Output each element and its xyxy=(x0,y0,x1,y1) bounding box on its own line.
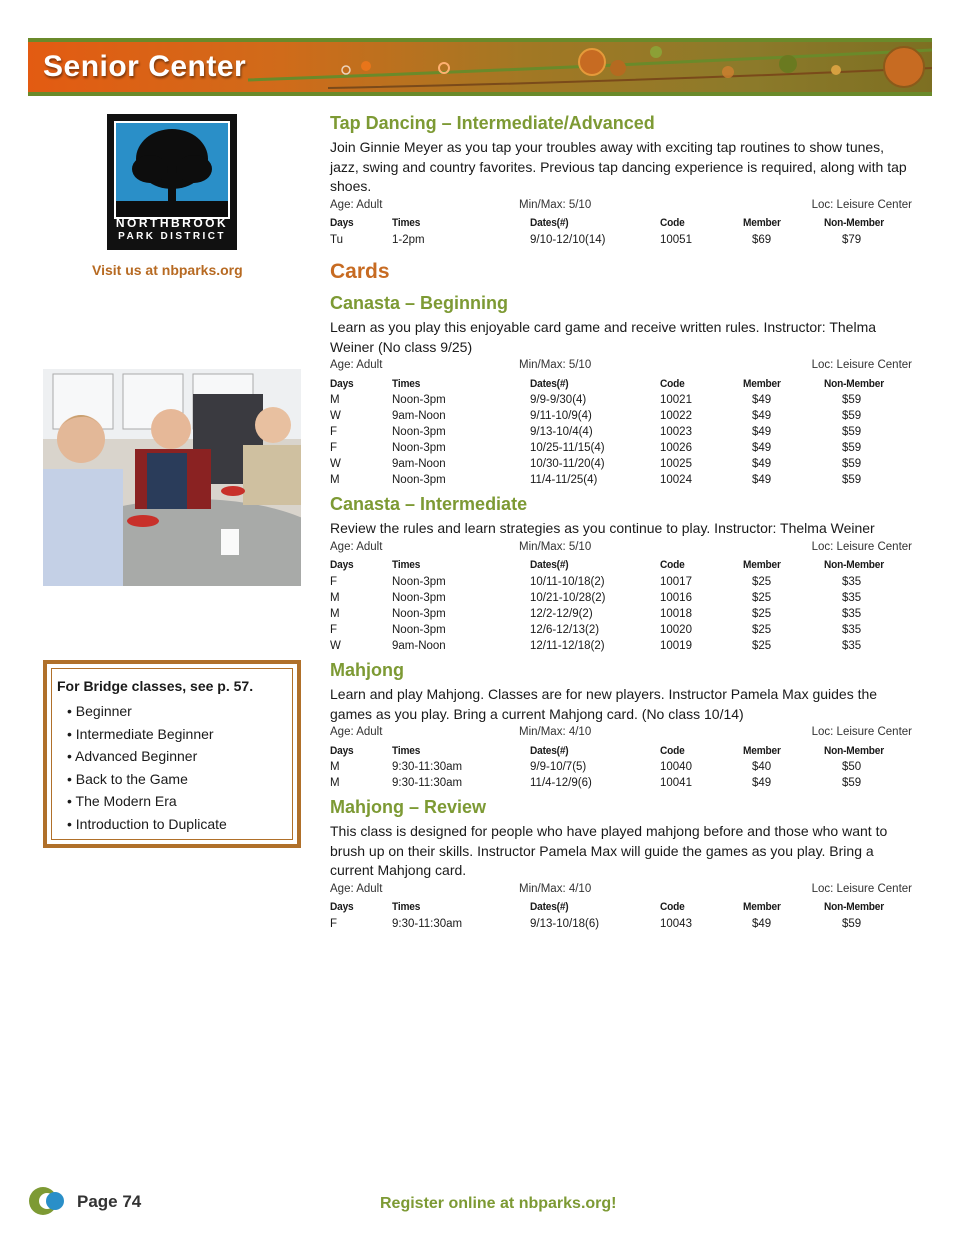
schedule-table xyxy=(330,375,914,488)
age-label: Age: Adult xyxy=(330,882,383,895)
column-header-nonmember: Non-Member xyxy=(824,744,885,757)
column-header-member: Member xyxy=(743,217,781,229)
table-row xyxy=(330,590,914,606)
column-header-code: Code xyxy=(660,559,685,571)
table-cell: M xyxy=(330,591,340,604)
table-cell: 9am-Noon xyxy=(392,639,446,652)
location-label: Loc: Leisure Center xyxy=(811,882,912,895)
column-header-code: Code xyxy=(660,901,685,913)
course-canasta-intermediate xyxy=(330,493,914,654)
column-header-dates: Dates(#) xyxy=(530,377,569,390)
table-row xyxy=(330,638,914,654)
table-cell: F xyxy=(330,442,338,454)
table-cell: $59 xyxy=(842,394,862,406)
table-cell: 10019 xyxy=(660,639,692,652)
course-tap-dancing xyxy=(330,112,914,248)
section-title-cards: Cards xyxy=(330,260,390,283)
table-cell: 10051 xyxy=(660,233,692,246)
table-cell: 9am-Noon xyxy=(392,458,446,470)
table-cell: Noon-3pm xyxy=(392,474,446,486)
column-header-days: Days xyxy=(330,377,354,390)
table-cell: 10/11-10/18(2) xyxy=(530,575,605,588)
table-row xyxy=(330,232,914,248)
table-cell: Noon-3pm xyxy=(392,394,446,406)
table-cell: $49 xyxy=(752,458,772,470)
table-cell: Tu xyxy=(330,233,343,246)
table-cell: 10043 xyxy=(660,917,692,930)
column-header-days: Days xyxy=(330,217,354,229)
course-title: Mahjong – Review xyxy=(330,797,487,817)
table-cell: 10024 xyxy=(660,474,692,486)
tree-icon xyxy=(114,121,230,219)
age-label: Age: Adult xyxy=(330,540,383,553)
table-cell: Noon-3pm xyxy=(392,623,446,636)
column-header-days: Days xyxy=(330,744,354,757)
table-row xyxy=(330,408,914,424)
table-row xyxy=(330,775,914,791)
table-row xyxy=(330,606,914,622)
minmax-label: Min/Max: 5/10 xyxy=(519,540,592,553)
list-item: • The Modern Era xyxy=(67,790,287,813)
table-cell: 9/13-10/18(6) xyxy=(530,917,600,930)
age-label: Age: Adult xyxy=(330,359,383,371)
column-header-member: Member xyxy=(743,559,781,571)
column-header-times: Times xyxy=(392,901,421,913)
table-cell: Noon-3pm xyxy=(392,442,446,454)
column-header-dates: Dates(#) xyxy=(530,901,569,913)
table-cell: 12/6-12/13(2) xyxy=(530,623,600,636)
course-description: Learn as you play this enjoyable card game and receive written rules. Instructor: Thelma Weiner (No class 9/25) xyxy=(330,319,877,355)
table-row xyxy=(330,622,914,638)
logo-line-1: NORTHBROOK xyxy=(115,216,229,230)
schedule-table xyxy=(330,742,914,791)
course-meta xyxy=(330,883,914,899)
course-description: Review the rules and learn strategies as you continue to play. Instructor: Thelma Weiner xyxy=(330,520,875,536)
column-header-dates: Dates(#) xyxy=(530,217,569,229)
column-header-member: Member xyxy=(743,744,781,757)
course-description: Join Ginnie Meyer as you tap your troubles away with exciting tap routines to show tunes, jazz, swing and country favorites. Previous tap dancing experience is required, along with tap shoes. xyxy=(330,139,907,194)
table-cell: Noon-3pm xyxy=(392,426,446,438)
table-cell: W xyxy=(330,639,341,652)
course-mahjong-review xyxy=(330,796,914,932)
location-label: Loc: Leisure Center xyxy=(811,540,912,553)
table-cell: M xyxy=(330,607,340,620)
table-cell: 10040 xyxy=(660,761,692,773)
column-header-times: Times xyxy=(392,559,421,571)
table-cell: 12/11-12/18(2) xyxy=(530,639,605,652)
table-cell: $49 xyxy=(752,777,772,789)
seniors-playing-cards-photo xyxy=(43,369,301,586)
course-description: Learn and play Mahjong. Classes are for new players. Instructor Pamela Max guides the games as you play. Bring a current Mahjong card. (No class 10/14) xyxy=(330,686,878,722)
course-description: This class is designed for people who have played mahjong before and those who want to brush up on their skills. Instructor Pamela Max will guide the games as you play. Bring a current Mahjong card. xyxy=(330,823,888,878)
table-cell: $25 xyxy=(752,639,772,652)
table-cell: $59 xyxy=(842,474,862,486)
course-meta xyxy=(330,541,914,557)
table-cell: 10022 xyxy=(660,410,692,422)
table-cell: M xyxy=(330,777,340,789)
age-label: Age: Adult xyxy=(330,726,383,738)
course-canasta-beginning xyxy=(330,292,914,488)
table-cell: 9am-Noon xyxy=(392,410,446,422)
northbrook-park-district-logo xyxy=(107,114,237,250)
table-row xyxy=(330,424,914,440)
table-cell: $59 xyxy=(842,442,862,454)
table-cell: W xyxy=(330,458,341,470)
table-cell: Noon-3pm xyxy=(392,607,446,620)
column-header-nonmember: Non-Member xyxy=(824,559,885,571)
table-row xyxy=(330,759,914,775)
minmax-label: Min/Max: 5/10 xyxy=(519,359,592,371)
column-header-times: Times xyxy=(392,744,421,757)
table-cell: 10023 xyxy=(660,426,692,438)
table-cell: 9/13-10/4(4) xyxy=(530,426,593,438)
table-cell: $40 xyxy=(752,761,772,773)
table-cell: 9:30-11:30am xyxy=(392,917,463,930)
course-meta xyxy=(330,359,914,375)
column-header-nonmember: Non-Member xyxy=(824,377,885,390)
table-cell: 9:30-11:30am xyxy=(392,761,463,773)
minmax-label: Min/Max: 5/10 xyxy=(519,198,592,211)
table-cell: $25 xyxy=(752,607,772,620)
minmax-label: Min/Max: 4/10 xyxy=(519,882,592,895)
table-cell: F xyxy=(330,575,338,588)
column-header-days: Days xyxy=(330,901,354,913)
table-cell: 1-2pm xyxy=(392,233,425,246)
table-cell: 9/9-9/30(4) xyxy=(530,394,587,406)
table-row xyxy=(330,574,914,590)
list-item: • Advanced Beginner xyxy=(67,745,287,768)
bridge-class-list xyxy=(57,700,287,835)
table-cell: 10026 xyxy=(660,442,692,454)
table-row xyxy=(330,472,914,488)
table-cell: 9/11-10/9(4) xyxy=(530,410,592,422)
column-header-member: Member xyxy=(743,377,781,390)
column-header-times: Times xyxy=(392,217,421,229)
schedule-table xyxy=(330,215,914,248)
table-cell: 11/4-11/25(4) xyxy=(530,474,598,486)
table-cell: 9/10-12/10(14) xyxy=(530,233,606,246)
page-title: Senior Center xyxy=(43,50,247,83)
table-cell: M xyxy=(330,394,340,406)
course-title: Tap Dancing – Intermediate/Advanced xyxy=(330,113,655,133)
column-header-code: Code xyxy=(660,377,685,390)
table-cell: F xyxy=(330,426,338,438)
column-header-nonmember: Non-Member xyxy=(824,901,885,913)
table-cell: 9:30-11:30am xyxy=(392,777,463,789)
table-cell: $35 xyxy=(842,639,862,652)
table-cell: 11/4-12/9(6) xyxy=(530,777,592,789)
header-banner xyxy=(28,38,932,96)
table-cell: $25 xyxy=(752,623,772,636)
table-cell: $59 xyxy=(842,410,862,422)
column-header-member: Member xyxy=(743,901,781,913)
table-cell: 9/9-10/7(5) xyxy=(530,761,587,773)
table-cell: $49 xyxy=(752,474,772,486)
course-meta xyxy=(330,726,914,742)
schedule-table xyxy=(330,557,914,654)
table-cell: 10/25-11/15(4) xyxy=(530,442,605,454)
table-cell: $59 xyxy=(842,458,862,470)
page-number: Page 74 xyxy=(77,1192,142,1211)
logo-line-2: PARK DISTRICT xyxy=(118,231,226,242)
table-cell: $49 xyxy=(752,410,772,422)
column-header-code: Code xyxy=(660,217,685,229)
table-cell: $59 xyxy=(842,426,862,438)
table-cell: 12/2-12/9(2) xyxy=(530,607,593,620)
column-header-nonmember: Non-Member xyxy=(824,217,885,229)
table-cell: $35 xyxy=(842,607,862,620)
course-title: Canasta – Beginning xyxy=(330,293,509,313)
visit-link[interactable]: Visit us at nbparks.org xyxy=(92,262,243,278)
column-header-dates: Dates(#) xyxy=(530,744,569,757)
minmax-label: Min/Max: 4/10 xyxy=(519,726,592,738)
table-cell: $50 xyxy=(842,761,862,773)
table-cell: 10018 xyxy=(660,607,692,620)
table-cell: F xyxy=(330,917,338,930)
park-district-c-logo-icon xyxy=(28,1186,70,1221)
table-cell: $35 xyxy=(842,623,862,636)
table-cell: $25 xyxy=(752,575,772,588)
table-cell: M xyxy=(330,761,340,773)
table-cell: $25 xyxy=(752,591,772,604)
table-row xyxy=(330,916,914,932)
table-cell: $35 xyxy=(842,591,862,604)
table-cell: $59 xyxy=(842,917,862,930)
register-online-link[interactable]: Register online at nbparks.org! xyxy=(380,1195,617,1212)
course-title: Canasta – Intermediate xyxy=(330,494,528,514)
table-cell: W xyxy=(330,410,341,422)
table-cell: 10025 xyxy=(660,458,692,470)
bridge-classes-box xyxy=(43,660,301,848)
column-header-days: Days xyxy=(330,559,354,571)
course-mahjong xyxy=(330,659,914,791)
table-cell: $35 xyxy=(842,575,862,588)
table-cell: Noon-3pm xyxy=(392,575,446,588)
table-cell: 10020 xyxy=(660,623,692,636)
course-title: Mahjong xyxy=(330,660,404,680)
course-meta xyxy=(330,199,914,215)
table-cell: $59 xyxy=(842,777,862,789)
table-cell: $49 xyxy=(752,442,772,454)
location-label: Loc: Leisure Center xyxy=(811,198,912,211)
schedule-table xyxy=(330,899,914,932)
table-cell: $79 xyxy=(842,233,862,246)
column-header-code: Code xyxy=(660,744,685,757)
table-cell: 10017 xyxy=(660,575,692,588)
table-cell: 10/30-11/20(4) xyxy=(530,458,605,470)
table-cell: $49 xyxy=(752,394,772,406)
table-cell: F xyxy=(330,623,338,636)
table-cell: 10/21-10/28(2) xyxy=(530,591,606,604)
location-label: Loc: Leisure Center xyxy=(811,359,912,371)
table-cell: 10041 xyxy=(660,777,692,789)
table-row xyxy=(330,392,914,408)
list-item: • Introduction to Duplicate xyxy=(67,813,287,836)
age-label: Age: Adult xyxy=(330,198,383,211)
table-cell: M xyxy=(330,474,340,486)
column-header-dates: Dates(#) xyxy=(530,559,569,571)
table-row xyxy=(330,456,914,472)
table-cell: $69 xyxy=(752,233,772,246)
table-cell: 10021 xyxy=(660,394,692,406)
location-label: Loc: Leisure Center xyxy=(811,726,912,738)
table-cell: Noon-3pm xyxy=(392,591,446,604)
bridge-box-title: For Bridge classes, see p. 57. xyxy=(57,678,254,694)
table-row xyxy=(330,440,914,456)
table-cell: $49 xyxy=(752,917,772,930)
list-item: • Intermediate Beginner xyxy=(67,723,287,746)
list-item: • Beginner xyxy=(67,700,287,723)
table-cell: 10016 xyxy=(660,591,692,604)
column-header-times: Times xyxy=(392,377,421,390)
list-item: • Back to the Game xyxy=(67,768,287,791)
table-cell: $49 xyxy=(752,426,772,438)
